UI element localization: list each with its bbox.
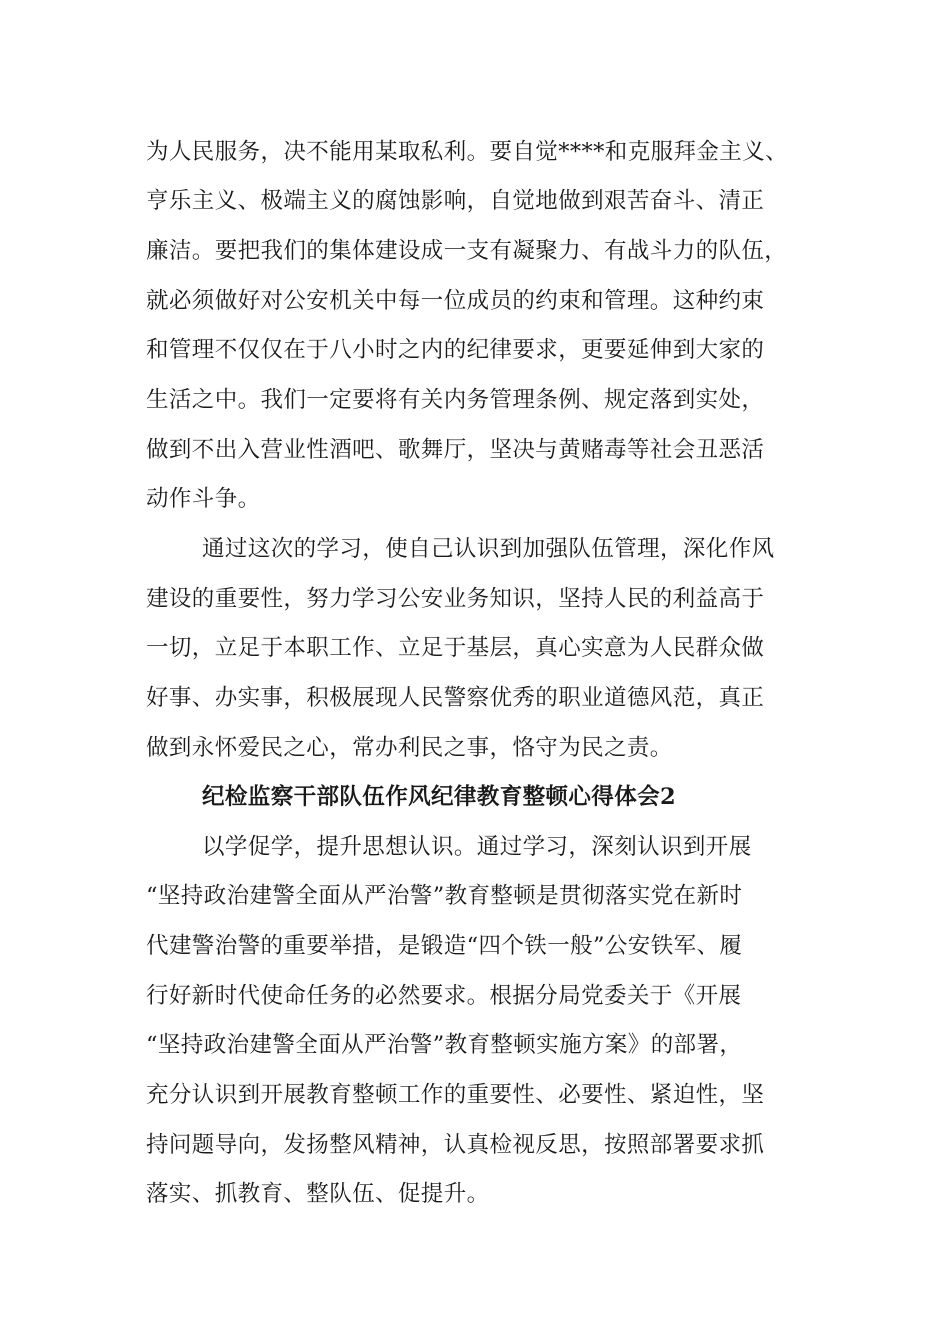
paragraph-line: 就必须做好对公安机关中每一位成员的约束和管理。这种约束 (146, 288, 765, 314)
paragraph-line: 一切，立足于本职工作、立足于基层，真心实意为人民群众做 (146, 635, 765, 661)
paragraph-line: 代建警治警的重要举措，是锻造“四个铁一般”公安铁军、履 (146, 933, 743, 959)
paragraph-line: 做到永怀爱民之心，常办利民之事，恪守为民之责。 (146, 735, 673, 761)
paragraph-line: 好事、办实事，积极展现人民警察优秀的职业道德风范，真正 (146, 685, 765, 711)
paragraph-line: 充分认识到开展教育整顿工作的重要性、必要性、紧迫性，坚 (146, 1082, 765, 1108)
paragraph-line: “坚持政治建警全面从严治警”教育整顿实施方案》的部署， (146, 1032, 743, 1058)
paragraph-line: 落实、抓教育、整队伍、促提升。 (146, 1181, 490, 1207)
paragraph-line: “坚持政治建警全面从严治警”教育整顿是贯彻落实党在新时 (146, 883, 743, 909)
paragraph-line: 亨乐主义、极端主义的腐蚀影响，自觉地做到艰苦奋斗、清正 (146, 188, 765, 214)
paragraph-line: 和管理不仅仅在于八小时之内的纪律要求，更要延伸到大家的 (146, 337, 765, 363)
paragraph-line: 行好新时代使命任务的必然要求。根据分局党委关于《开展 (146, 983, 742, 1009)
paragraph-line: 做到不出入营业性酒吧、歌舞厅，坚决与黄赌毒等社会丑恶活 (146, 437, 765, 463)
paragraph-line: 廉洁。要把我们的集体建设成一支有凝聚力、有战斗力的队伍， (146, 238, 788, 264)
paragraph-line: 生活之中。我们一定要将有关内务管理条例、规定落到实处， (146, 387, 765, 413)
paragraph-line: 持问题导向，发扬整风精神，认真检视反思，按照部署要求抓 (146, 1132, 765, 1158)
paragraph-line: 通过这次的学习，使自己认识到加强队伍管理，深化作风 (202, 536, 775, 562)
section-heading: 纪检监察干部队伍作风纪律教育整顿心得体会2 (202, 784, 677, 810)
paragraph-line: 以学促学，提升思想认识。通过学习，深刻认识到开展 (202, 834, 752, 860)
paragraph-line: 建设的重要性，努力学习公安业务知识，坚持人民的利益高于 (146, 586, 765, 612)
paragraph-line: 为人民服务，决不能用某取私利。要自觉****和克服拜金主义、 (146, 139, 789, 165)
paragraph-line: 动作斗争。 (146, 486, 261, 512)
